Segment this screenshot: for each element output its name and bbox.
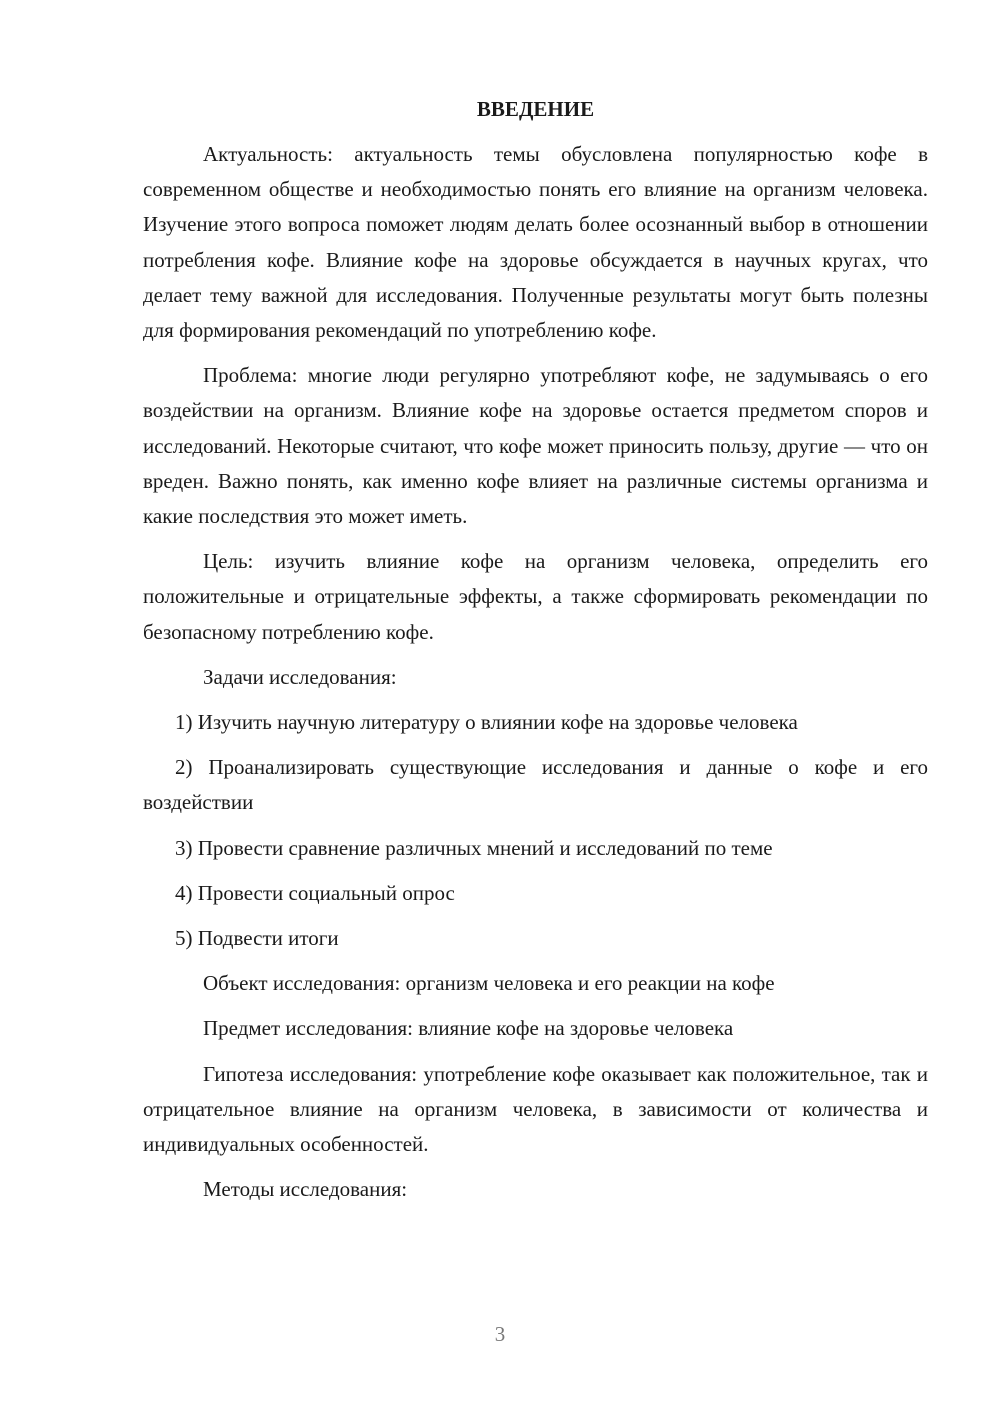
goal-paragraph: Цель: изучить влияние кофе на организм человека, определить его положительные и отрицательные эффекты, а также сформировать рекомендации по безопасному потреблению кофе. [143,549,928,644]
task-item: 5) Подвести итоги [175,926,339,951]
document-page [143,92,928,1217]
task-item: 3) Провести сравнение различных мнений и исследований по теме [175,835,773,860]
tasks-list [143,705,928,956]
problem-paragraph: Проблема: многие люди регулярно употребляют кофе, не задумываясь о его воздействии на организм. Влияние кофе на здоровье остается предметом споров и исследований. Некоторые считают, что кофе может приносить пользу, другие — что он вреден. Важно понять, как именно кофе влияет на различные системы организма и какие последствия это может иметь. [143,363,928,529]
relevance-paragraph: Актуальность: актуальность темы обусловлена популярностью кофе в современном обществе и необходимостью понять его влияние на организм человека. Изучение этого вопроса поможет людям делать более осознанный выбор в отношении потребления кофе. Влияние кофе на здоровье обсуждается в научных кругах, что делает тему важной для исследования. Полученные результаты могут быть полезны для формирования рекомендаций по употреблению кофе. [143,142,928,343]
hypothesis-paragraph: Гипотеза исследования: употребление кофе оказывает как положительное, так и отрицательное влияние на организм человека, в зависимости от количества и индивидуальных особенностей. [143,1061,928,1157]
section-title: ВВЕДЕНИЕ [476,97,595,121]
task-item: 4) Провести социальный опрос [175,880,455,905]
task-item: 2) Проанализировать существующие исследования и данные о кофе и его воздействии [143,755,928,815]
object-paragraph: Объект исследования: организм человека и его реакции на кофе [203,971,775,996]
task-item: 1) Изучить научную литературу о влиянии кофе на здоровье человека [175,710,798,735]
page-number: 3 [494,1322,506,1346]
tasks-heading: Задачи исследования: [203,664,397,689]
subject-paragraph: Предмет исследования: влияние кофе на здоровье человека [203,1016,734,1041]
methods-heading: Методы исследования: [203,1177,408,1202]
